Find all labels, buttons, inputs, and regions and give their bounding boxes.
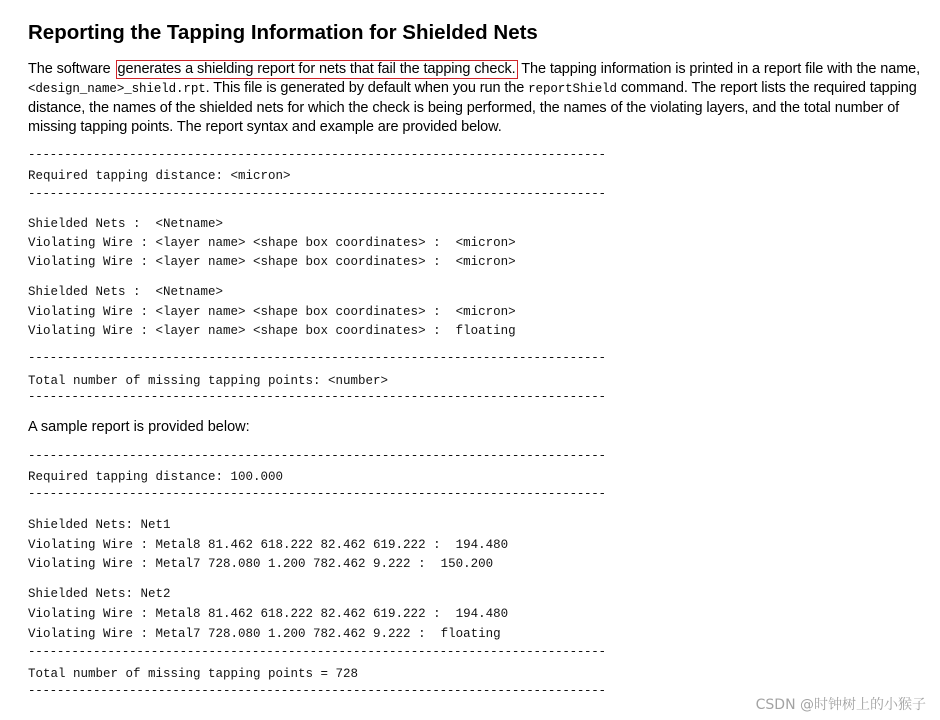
- sample-heading: A sample report is provided below:: [28, 419, 250, 435]
- sample-total-missing: Total number of missing tapping points = 728: [28, 667, 359, 681]
- report-filename-code: <design_name>_shield.rpt: [28, 82, 206, 96]
- syntax-shielded-nets: Shielded Nets : <Netname>: [28, 285, 224, 299]
- intro-text-4: command. The report lists the required tapping distance, the names of the shielded nets for which the check is being performed, the names of the violating layers, and the total number of missing tapping points. The report syntax and example are provided below.: [28, 80, 917, 135]
- separator-rule: --------------------------------------------------------------------------------: [28, 645, 606, 659]
- sample-shielded-nets: Shielded Nets: Net1: [28, 518, 171, 532]
- sample-violating-wire: Violating Wire : Metal7 728.080 1.200 782.462 9.222 : 150.200: [28, 557, 494, 571]
- separator-rule: --------------------------------------------------------------------------------: [28, 390, 606, 404]
- sample-shielded-nets: Shielded Nets: Net2: [28, 587, 171, 601]
- sample-violating-wire: Violating Wire : Metal7 728.080 1.200 782.462 9.222 : floating: [28, 627, 501, 641]
- page-title: Reporting the Tapping Information for Shielded Nets: [28, 21, 538, 44]
- sample-required-distance: Required tapping distance: 100.000: [28, 470, 284, 484]
- syntax-violating-wire: Violating Wire : <layer name> <shape box coordinates> : <micron>: [28, 255, 516, 269]
- separator-rule: --------------------------------------------------------------------------------: [28, 487, 606, 501]
- separator-rule: --------------------------------------------------------------------------------: [28, 148, 606, 162]
- syntax-violating-wire: Violating Wire : <layer name> <shape box coordinates> : <micron>: [28, 236, 516, 250]
- highlighted-phrase: generates a shielding report for nets that fail the tapping check.: [117, 61, 516, 77]
- syntax-shielded-nets: Shielded Nets : <Netname>: [28, 217, 224, 231]
- command-name-code: reportShield: [528, 82, 617, 96]
- intro-text-1: The software: [28, 61, 115, 77]
- sample-violating-wire: Violating Wire : Metal8 81.462 618.222 82.462 619.222 : 194.480: [28, 538, 509, 552]
- sample-violating-wire: Violating Wire : Metal8 81.462 618.222 82.462 619.222 : 194.480: [28, 607, 509, 621]
- intro-paragraph: [28, 60, 933, 137]
- intro-text-3: . This file is generated by default when you run the: [205, 80, 529, 96]
- syntax-violating-wire: Violating Wire : <layer name> <shape box coordinates> : <micron>: [28, 305, 516, 319]
- separator-rule: --------------------------------------------------------------------------------: [28, 684, 606, 698]
- syntax-violating-wire: Violating Wire : <layer name> <shape box coordinates> : floating: [28, 324, 516, 338]
- syntax-required-distance: Required tapping distance: <micron>: [28, 169, 291, 183]
- syntax-total-missing: Total number of missing tapping points: <number>: [28, 374, 389, 388]
- intro-text-2: The tapping information is printed in a report file with the name,: [517, 61, 921, 77]
- separator-rule: --------------------------------------------------------------------------------: [28, 449, 606, 463]
- separator-rule: --------------------------------------------------------------------------------: [28, 351, 606, 365]
- watermark: CSDN @时钟树上的小猴子: [755, 697, 926, 713]
- separator-rule: --------------------------------------------------------------------------------: [28, 187, 606, 201]
